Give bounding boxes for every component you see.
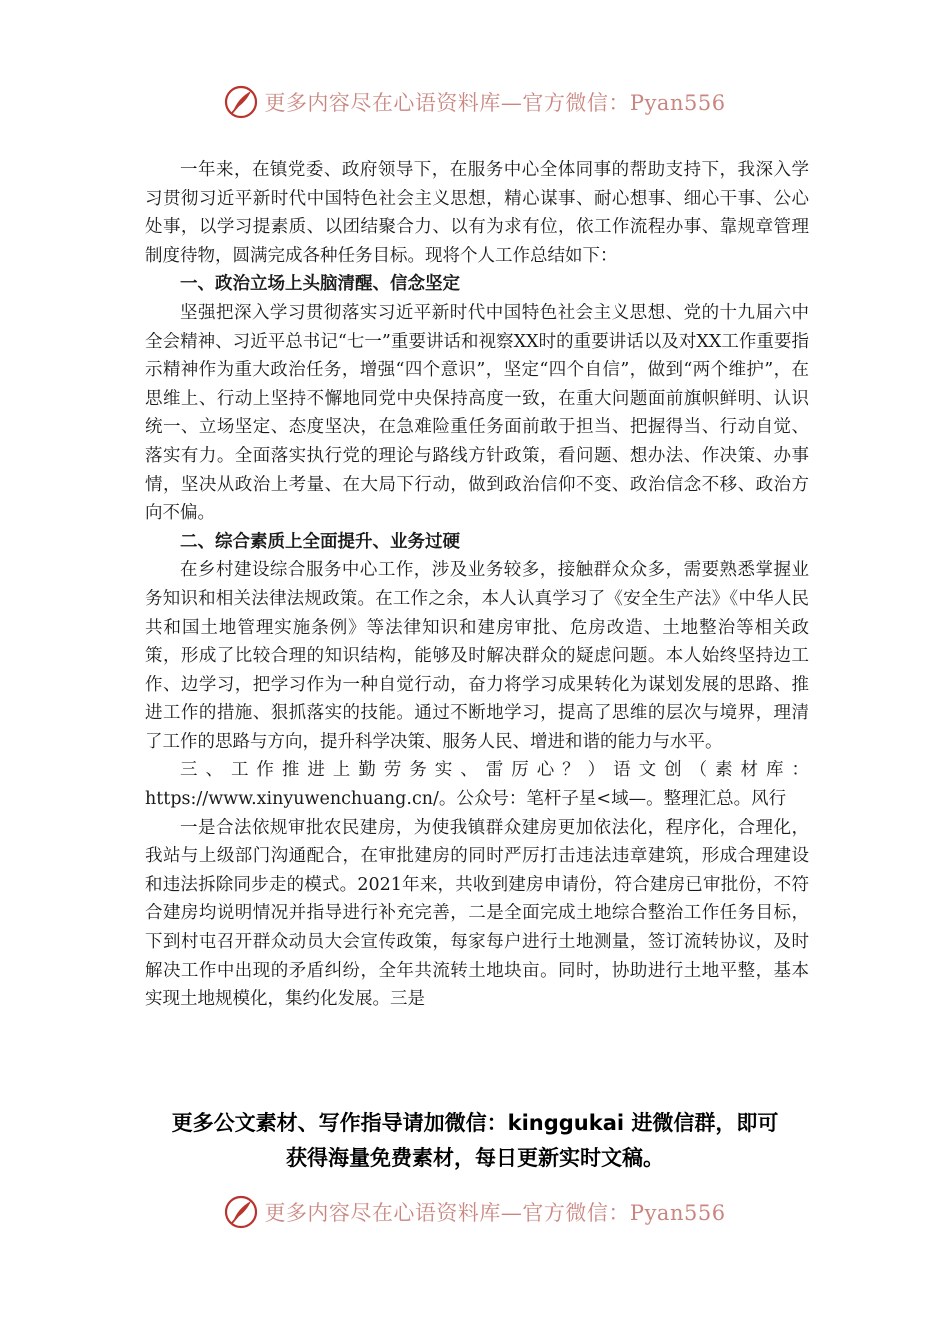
footer-notice [100, 1106, 850, 1176]
document-body [145, 156, 809, 1014]
section-1-heading: 一、政治立场上头脑清醒、信念坚定 [180, 274, 460, 295]
intro-paragraph: 一年来，在镇党委、政府领导下，在服务中心全体同事的帮助支持下，我深入学习贯彻习近平新时代中国特色社会主义思想，精心谋事、耐心想事、细心干事、公心处事，以学习提素质、以团结聚合力、以有为求有位，依工作流程办事、靠规章管理制度待物，圆满完成各种任务目标。现将个人工作总结如下： [145, 160, 809, 266]
quill-logo-icon [224, 1195, 258, 1229]
footer-watermark [0, 1192, 950, 1232]
footer-notice-line-2: 获得海量免费素材，每日更新实时文稿。 [286, 1146, 664, 1170]
footer-notice-line-1: 更多公文素材、写作指导请加微信：kinggukai 进微信群，即可 [171, 1111, 779, 1135]
section-2-body: 在乡村建设综合服务中心工作，涉及业务较多，接触群众众多，需要熟悉掌握业务知识和相关法律法规政策。在工作之余，本人认真学习了《安全生产法》《中华人民共和国土地管理实施条例》等法律知识和建房审批、危房改造、土地整治等相关政策，形成了比较合理的知识结构，能够及时解决群众的疑虑问题。本人始终坚持边工作、边学习，把学习作为一种自觉行动，奋力将学习成果转化为谋划发展的思路、推进工作的措施、狠抓落实的技能。通过不断地学习，提高了思维的层次与境界，理清了工作的思路与方向，提升科学决策、服务人民、增进和谐的能力与水平。 [145, 560, 809, 752]
footer-watermark-text: 更多内容尽在心语资料库—官方微信：Pyan556 [264, 1201, 726, 1225]
section-3-heading-line: 三、工作推进上勤劳务实、雷厉心？）语文创（素材库：https://www.xinyuwenchuang.cn/。公众号：笔杆子星<域—。整理汇总。风行 [145, 760, 809, 810]
header-watermark-text: 更多内容尽在心语资料库—官方微信：Pyan556 [264, 91, 726, 115]
section-2-heading: 二、综合素质上全面提升、业务过硬 [180, 531, 460, 552]
quill-logo-icon [224, 85, 258, 119]
section-3-body: 一是合法依规审批农民建房，为使我镇群众建房更加依法化，程序化，合理化，我站与上级部门沟通配合，在审批建房的同时严厉打击违法违章建筑，形成合理建设和违法拆除同步走的模式。2021年来，共收到建房申请份，符合建房已审批份，不符合建房均说明情况并指导进行补充完善，二是全面完成土地综合整治工作任务目标，下到村屯召开群众动员大会宣传政策，每家每户进行土地测量，签订流转协议，及时解决工作中出现的矛盾纠纷，全年共流转土地块亩。同时，协助进行土地平整，基本实现土地规模化，集约化发展。三是 [145, 817, 809, 1010]
section-1-body: 坚强把深入学习贯彻落实习近平新时代中国特色社会主义思想、党的十九届六中全会精神、习近平总书记“七一”重要讲话和视察XX时的重要讲话以及对XX工作重要指示精神作为重大政治任务，增强“四个意识”，坚定“四个自信”，做到“两个维护”，在思维上、行动上坚持不懈地同党中央保持高度一致，在重大问题面前旗帜鲜明、认识统一、立场坚定、态度坚决，在急难险重任务面前敢于担当、把握得当、行动自觉、落实有力。全面落实执行党的理论与路线方针政策，看问题、想办法、作决策、办事情，坚决从政治上考量、在大局下行动，做到政治信仰不变、政治信念不移、政治方向不偏。 [145, 302, 809, 524]
header-watermark [0, 82, 950, 122]
